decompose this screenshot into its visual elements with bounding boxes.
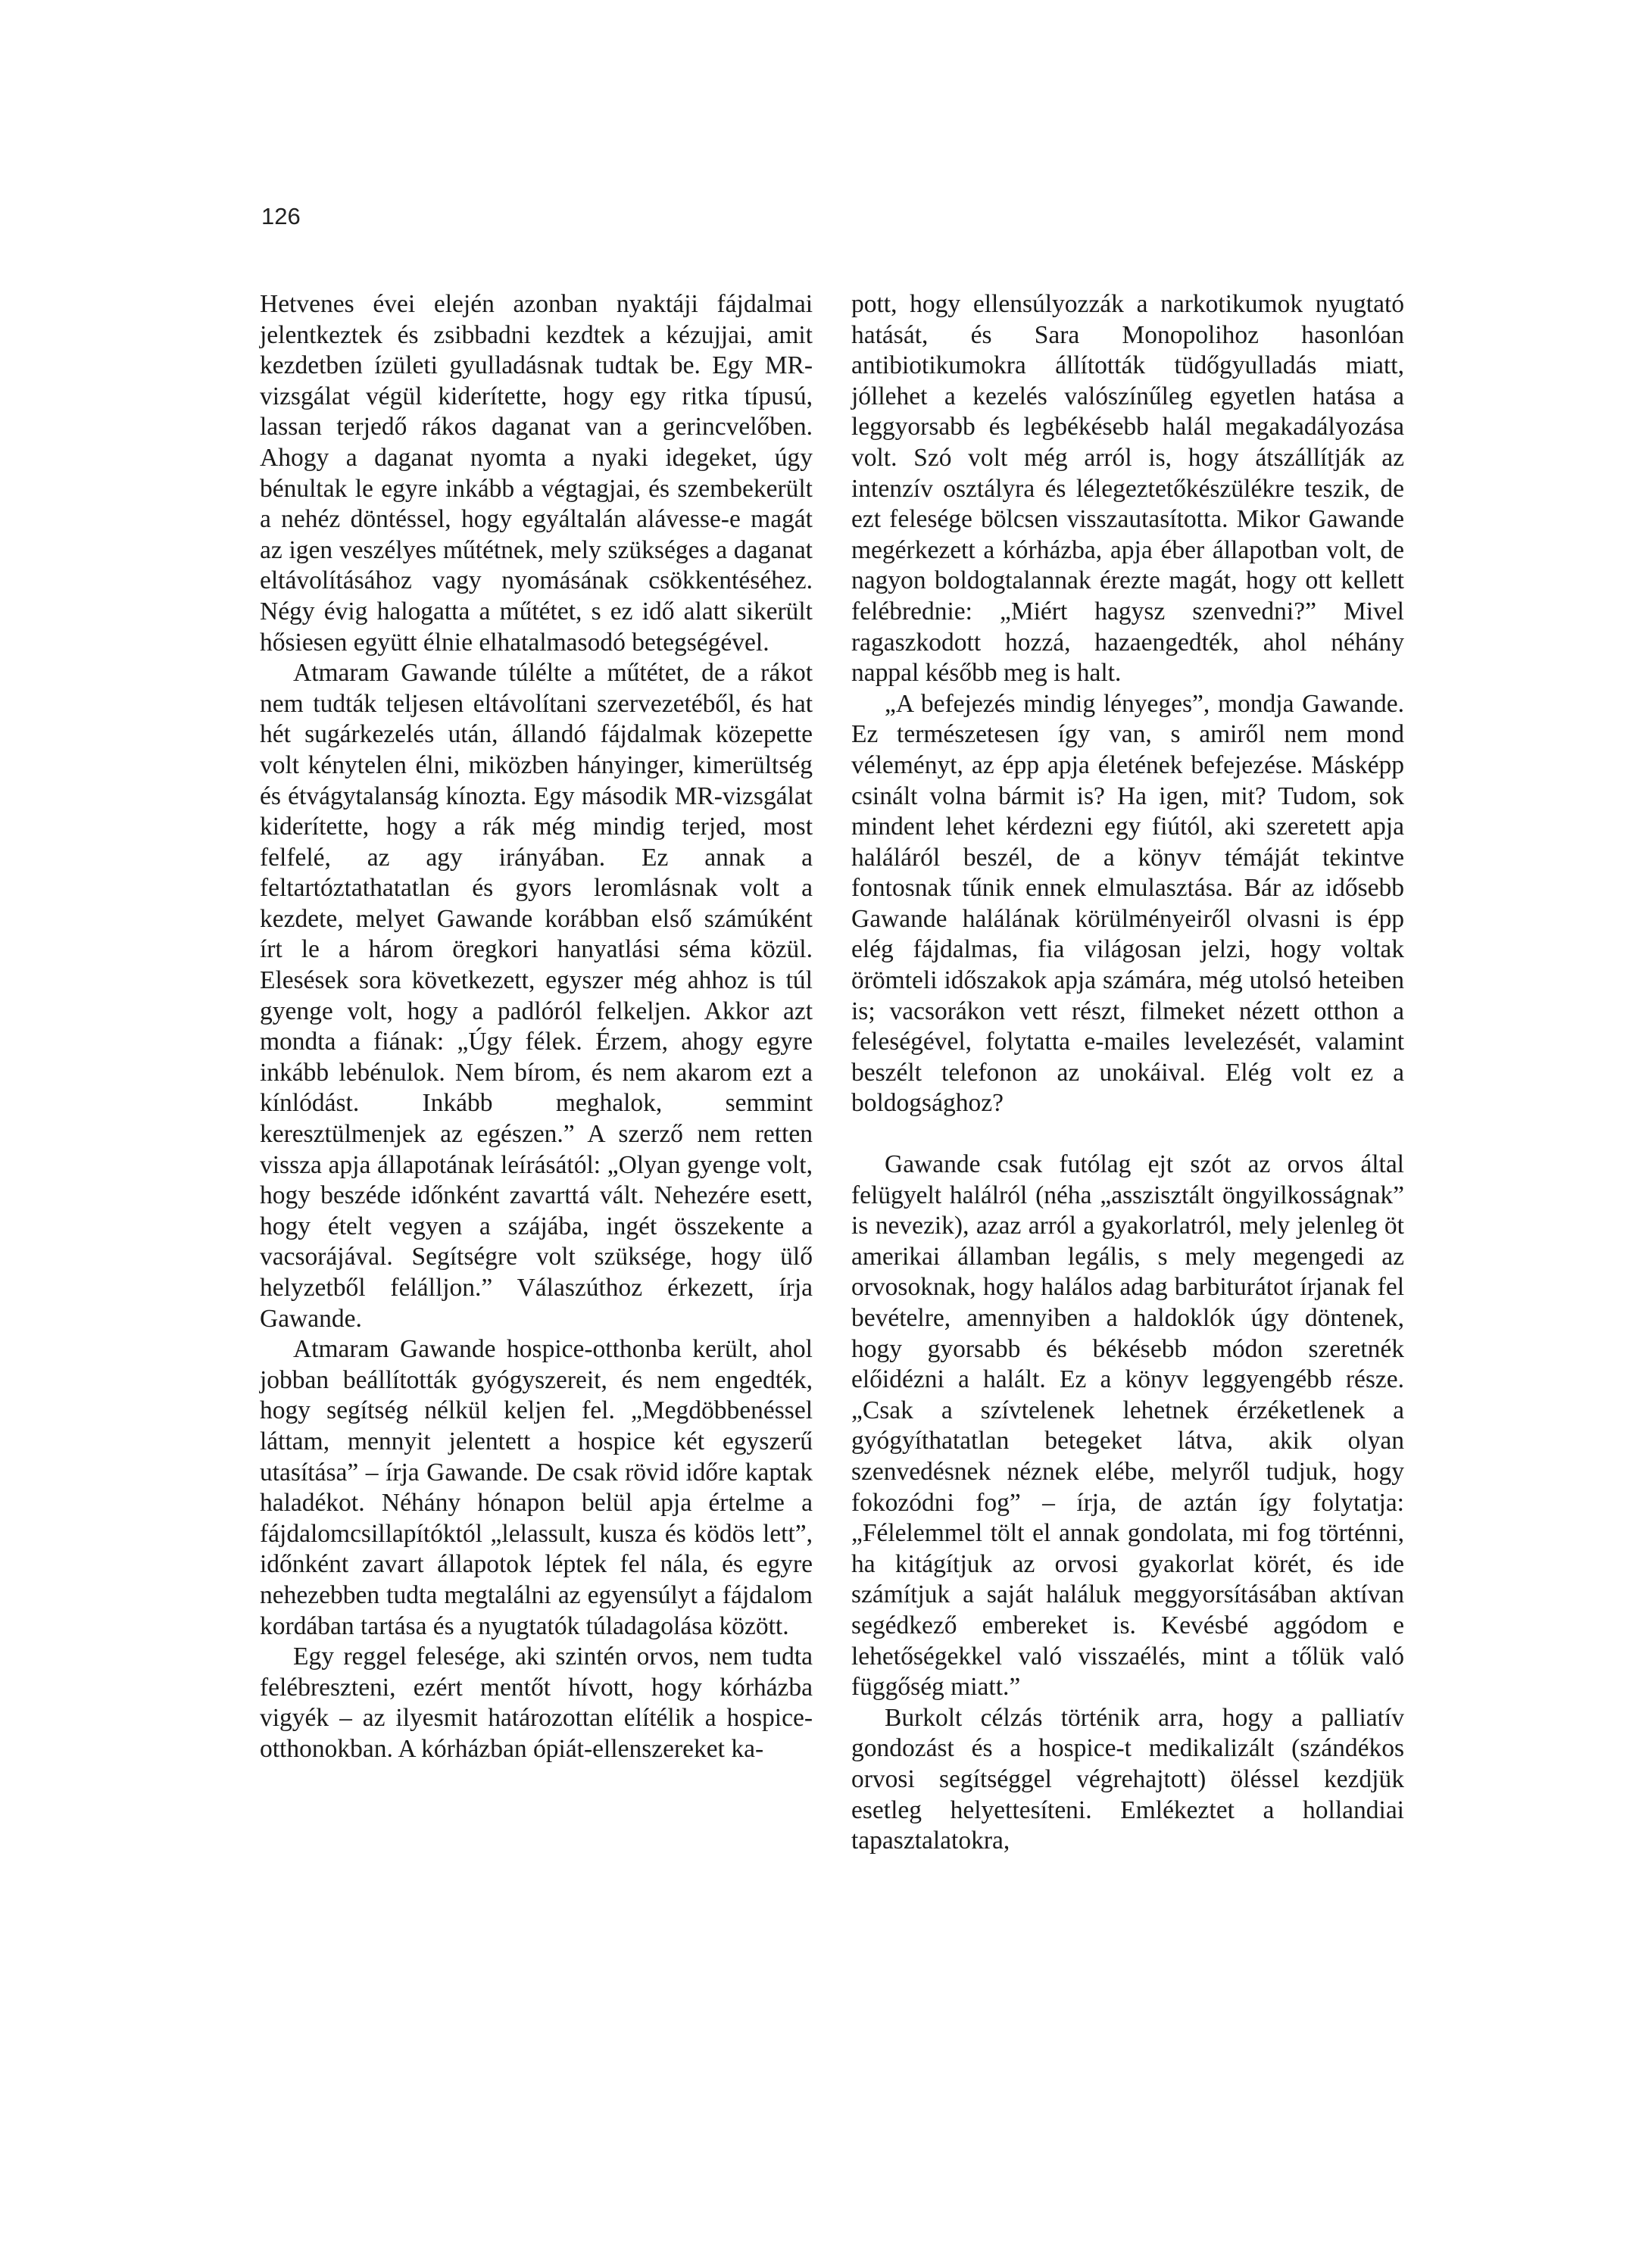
paragraph: Burkolt célzás történik arra, hogy a palliatív gondozást és a hospice-t medikalizált (szándékos orvosi segítséggel végrehajtott) öléssel kezdjük esetleg helyettesíteni. Emlékeztet a hollandiai tapasztalatokra, (851, 1703, 1404, 1855)
paragraph: Egy reggel felesége, aki szintén orvos, nem tudta felébreszteni, ezért mentőt hívott, hogy kórházba vigyék – az ilyesmit határozottan elítélik a hospice-otthonokban. A kórházban ópiát-ellenszereket ka- (260, 1643, 813, 1763)
paragraph: Atmaram Gawande hospice-otthonba került, ahol jobban beállították gyógyszereit, és nem engedték, hogy segítség nélkül keljen fel. „Megdöbbenéssel láttam, mennyit jelentett a hospice két egyszerű utasítása” – írja Gawande. De csak rövid időre kaptak haladékot. Néhány hónapon belül apja értelme a fájdalomcsillapítóktól „lelassult, kusza és ködös lett”, időnként zavart állapotok léptek fel nála, és egyre nehezebben tudta megtalálni az egyensúlyt a fájdalom kordában tartása és a nyugtatók túladagolása között. (260, 1335, 813, 1640)
paragraph: Gawande csak futólag ejt szót az orvos által felügyelt halálról (néha „asszisztált öngyilkosságnak” is nevezik), azaz arról a gyakorlatról, mely jelenleg öt amerikai államban legális, s mely megengedi az orvosoknak, hogy halálos adag barbiturátot írjanak fel bevételre, amennyiben a haldoklók úgy döntenek, hogy gyorsabb és békésebb módon szeretnék előidézni a halált. Ez a könyv leggyengébb része. „Csak a szívtelenek lehetnek érzéketlenek a gyógyíthatatlan betegeket látva, akik olyan szenvedésnek néznek elébe, melyről tudjuk, hogy fokozódni fog” – írja, de aztán így folytatja: „Félelemmel tölt el annak gondolata, mi fog történni, ha kitágítjuk az orvosi gyakorlat körét, és ide számítjuk a saját haláluk meggyorsításában aktívan segédkező embereket is. Kevésbé aggódom e lehetőségekkel való visszaélés, mint a tőlük való függőség miatt.” (851, 1150, 1404, 1702)
paragraph: „A befejezés mindig lényeges”, mondja Gawande. Ez természetesen így van, s amiről nem mond véleményt, az épp apja életének befejezése. Másképp csinált volna bármit is? Ha igen, mit? Tudom, sok mindent lehet kérdezni egy fiútól, aki szeretett apja haláláról beszél, de a könyv témáját tekintve fontosnak tűnik ennek elmulasztása. Bár az idősebb Gawande halálának körülményeiről olvasni is épp elég fájdalmas, fia világosan jelzi, hogy voltak örömteli időszakok apja számára, még utolsó heteiben is; vacsorákon vett részt, filmeket nézett otthon a feleségével, folytatta e-mailes levelezését, valamint beszélt telefonon az unokáival. Elég volt ez a boldogsághoz? (851, 689, 1404, 1118)
right-column (851, 289, 1404, 1857)
paragraph: Hetvenes évei elején azonban nyaktáji fájdalmai jelentkeztek és zsibbadni kezdtek a kézujjai, amit kezdetben ízületi gyulladásnak tudtak be. Egy MR-vizsgálat végül kiderítette, hogy egy ritka típusú, lassan terjedő rákos daganat van a gerincvelőben. Ahogy a daganat nyomta a nyaki idegeket, úgy bénultak le egyre inkább a végtagjai, és szembekerült a nehéz döntéssel, hogy egyáltalán alávesse-e magát az igen veszélyes műtétnek, mely szükséges a daganat eltávolításához vagy nyomásának csökkentéséhez. Négy évig halogatta a műtétet, s ez idő alatt sikerült hősiesen együtt élnie elhatalmasodó betegségével. (260, 290, 813, 657)
left-column (260, 289, 813, 1765)
paragraph: Atmaram Gawande túlélte a műtétet, de a rákot nem tudták teljesen eltávolítani szervezetéből, és hat hét sugárkezelés után, állandó fájdalmak közepette volt kénytelen élni, miközben hányinger, kimerültség és étvágytalanság kínozta. Egy második MR-vizsgálat kiderítette, hogy a rák még mindig terjed, most felfelé, az agy irányában. Ez annak a feltartóztathatatlan és gyors leromlásnak volt a kezdete, melyet Gawande korábban első számúként írt le a három öregkori hanyatlási séma közül. Elesések sora következett, egyszer még ahhoz is túl gyenge volt, hogy a padlóról felkeljen. Akkor azt mondta a fiának: „Úgy félek. Érzem, ahogy egyre inkább lebénulok. Nem bírom, és nem akarom ezt a kínlódást. Inkább meghalok, semmint keresztülmenjek az egészen.” A szerző nem retten vissza apja állapotának leírásától: „Olyan gyenge volt, hogy beszéde időnként zavarttá vált. Nehezére esett, hogy ételt vegyen a szájába, ingét összekente a vacsorájával. Segítségre volt szüksége, hogy ülő helyzetből felálljon.” Válaszúthoz érkezett, írja Gawande. (260, 659, 813, 1333)
paragraph-continuation: pott, hogy ellensúlyozzák a narkotikumok nyugtató hatását, és Sara Monopolihoz hasonlóan antibiotikumokra állították tüdőgyulladás miatt, jóllehet a kezelés valószínűleg egyetlen hatása a leggyorsabb és legbékésebb halál megakadályozása volt. Szó volt még arról is, hogy átszállítják az intenzív osztályra és lélegeztetőkészülékre teszik, de ezt felesége bölcsen visszautasította. Mikor Gawande megérkezett a kórházba, apja éber állapotban volt, de nagyon boldogtalannak érezte magát, hogy ott kellett felébrednie: „Miért hagysz szenvedni?” Mivel ragaszkodott hozzá, hazaengedték, ahol néhány nappal később meg is halt. (851, 290, 1404, 688)
page-number: 126 (261, 203, 301, 229)
